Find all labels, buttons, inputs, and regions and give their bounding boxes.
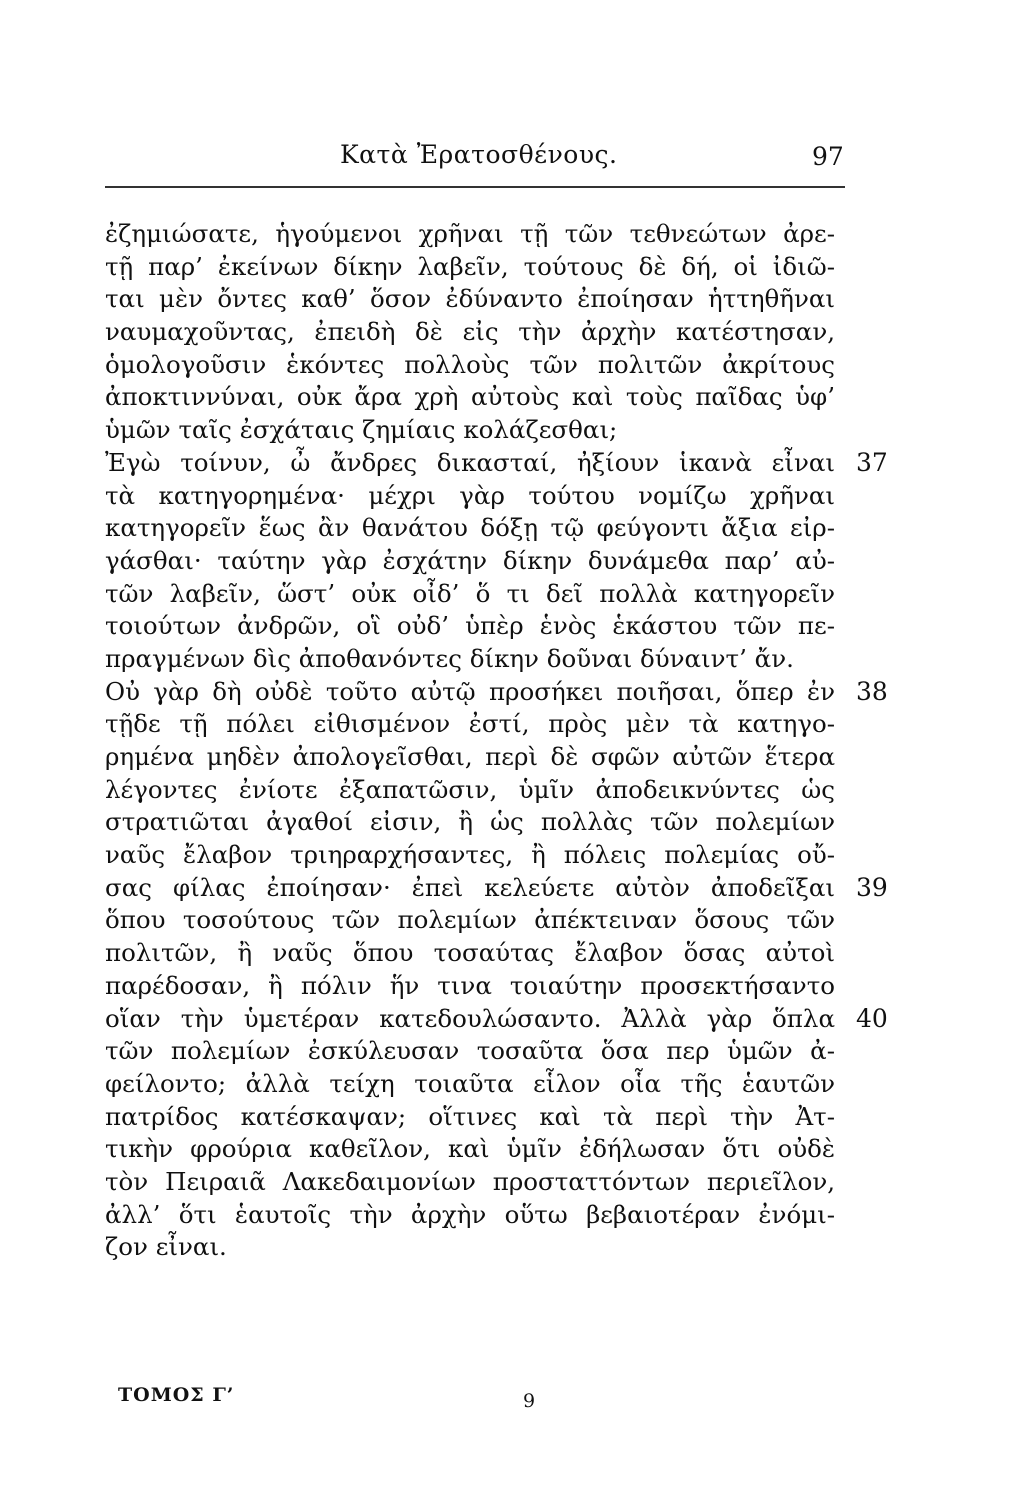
signature-number: 9 xyxy=(523,1390,536,1412)
text-line: σας φίλας ἐποίησαν· ἐπεὶ κελεύετε αὐτὸν ἀποδεῖξαι xyxy=(105,872,835,902)
text-line: ἀποκτιννύναι, οὐκ ἄρα χρὴ αὐτοὺς καὶ τοὺς παῖδας ὑφ’ xyxy=(105,382,835,412)
text-line: τὸν Πειραιᾶ Λακεδαιμονίων προσταττόντων περιεῖλον, xyxy=(105,1166,835,1196)
section-number: 40 xyxy=(856,1003,888,1033)
text-line: ὅπου τοσούτους τῶν πολεμίων ἀπέκτειναν ὅσους τῶν xyxy=(105,905,835,935)
text-line: πατρίδος κατέσκαψαν; οἵτινες καὶ τὰ περὶ τὴν Ἀτ- xyxy=(105,1101,835,1131)
text-line: τὰ κατηγορημένα· μέχρι γὰρ τούτου νομίζω χρῆναι xyxy=(105,480,835,510)
text-line: τῇδε τῇ πόλει εἰθισμένον ἐστί, πρὸς μὲν τὰ κατηγο- xyxy=(105,709,835,739)
text-line: τῶν πολεμίων ἐσκύλευσαν τοσαῦτα ὅσα περ ὑμῶν ἀ- xyxy=(105,1036,835,1066)
section-number: 37 xyxy=(856,447,888,477)
text-line: ται μὲν ὄντες καθ’ ὅσον ἐδύναντο ἐποίησαν ἡττηθῆναι xyxy=(105,284,835,314)
text-line: ναῦς ἔλαβον τριηραρχήσαντες, ἢ πόλεις πολεμίας οὔ- xyxy=(105,840,835,870)
body-text xyxy=(105,218,835,1264)
text-line: ναυμαχοῦντας, ἐπειδὴ δὲ εἰς τὴν ἀρχὴν κατέστησαν, xyxy=(105,317,835,347)
text-line: Ἐγὼ τοίνυν, ὦ ἄνδρες δικασταί, ἠξίουν ἱκανὰ εἶναι xyxy=(105,447,835,477)
text-line: πολιτῶν, ἢ ναῦς ὅπου τοσαύτας ἔλαβον ὅσας αὐτοὶ xyxy=(105,938,835,968)
text-line: τικὴν φρούρια καθεῖλον, καὶ ὑμῖν ἐδήλωσαν ὅτι οὐδὲ xyxy=(105,1134,835,1164)
text-line: στρατιῶται ἀγαθοί εἰσιν, ἢ ὡς πολλὰς τῶν πολεμίων xyxy=(105,807,835,837)
text-line: ἐζημιώσατε, ἡγούμενοι χρῆναι τῇ τῶν τεθνεώτων ἀρε- xyxy=(105,219,835,248)
text-line: παρέδοσαν, ἢ πόλιν ἥν τινα τοιαύτην προσεκτήσαντο xyxy=(105,970,835,1000)
text-line: τῶν λαβεῖν, ὥστ’ οὐκ οἶδ’ ὅ τι δεῖ πολλὰ κατηγορεῖν xyxy=(105,578,835,608)
text-line: γάσθαι· ταύτην γὰρ ἐσχάτην δίκην δυνάμεθα παρ’ αὐ- xyxy=(105,545,835,575)
text-line: ὑμῶν ταῖς ἐσχάταις ζημίαις κολάζεσθαι; xyxy=(105,415,618,445)
text-line: Οὐ γὰρ δὴ οὐδὲ τοῦτο αὐτῷ προσήκει ποιῆσαι, ὅπερ ἐν xyxy=(105,676,835,706)
text-line: κατηγορεῖν ἕως ἂν θανάτου δόξῃ τῷ φεύγοντι ἄξια εἰρ- xyxy=(105,513,835,543)
text-line: ρημένα μηδὲν ἀπολογεῖσθαι, περὶ δὲ σφῶν αὐτῶν ἕτερα xyxy=(105,742,835,771)
text-line: ζον εἶναι. xyxy=(105,1232,227,1262)
running-title: Κατὰ Ἐρατοσθένους. xyxy=(340,140,618,169)
page-number: 97 xyxy=(812,142,844,171)
text-line: ἀλλ’ ὅτι ἑαυτοῖς τὴν ἀρχὴν οὕτω βεβαιοτέραν ἐνόμι- xyxy=(105,1199,835,1229)
text-line: πραγμένων δὶς ἀποθανόντες δίκην δοῦναι δύναιντ’ ἄν. xyxy=(105,643,794,673)
text-line: οἵαν τὴν ὑμετέραν κατεδουλώσαντο. Ἀλλὰ γὰρ ὅπλα xyxy=(105,1003,835,1033)
text-line: ὁμολογοῦσιν ἑκόντες πολλοὺς τῶν πολιτῶν ἀκρίτους xyxy=(105,349,835,379)
text-line: τῇ παρ’ ἐκείνων δίκην λαβεῖν, τούτους δὲ δή, οἱ ἰδιῶ- xyxy=(105,251,835,281)
section-number: 38 xyxy=(856,676,888,706)
section-number: 39 xyxy=(856,873,888,902)
text-line: τοιούτων ἀνδρῶν, οἳ οὐδ’ ὑπὲρ ἑνὸς ἑκάστου τῶν πε- xyxy=(105,611,835,641)
text-line: λέγοντες ἐνίοτε ἐξαπατῶσιν, ὑμῖν ἀποδεικνύντες ὡς xyxy=(105,774,835,804)
text-line: φείλοντο; ἀλλὰ τείχη τοιαῦτα εἷλον οἷα τῆς ἑαυτῶν xyxy=(105,1068,835,1098)
header-rule xyxy=(105,186,845,188)
volume-signature: ΤΟΜΟΣ Γ’ xyxy=(118,1384,235,1406)
